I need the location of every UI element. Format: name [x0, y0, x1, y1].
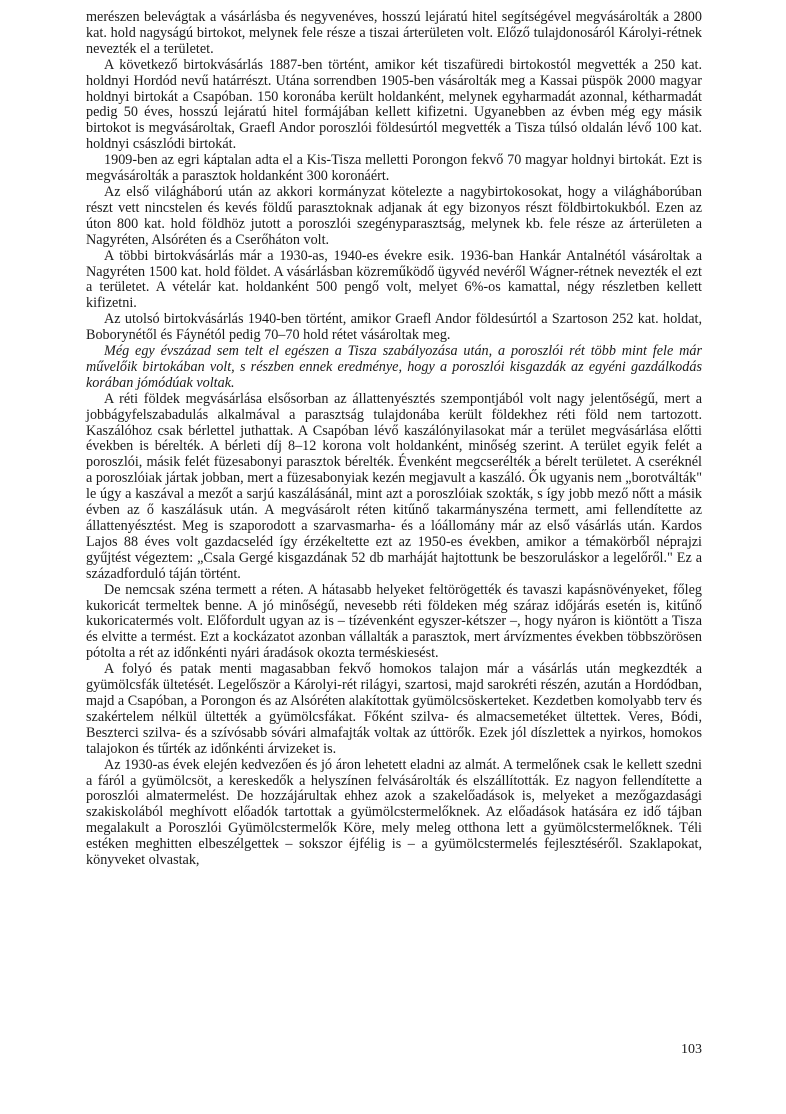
paragraph: Az 1930-as évek elején kedvezően és jó áron lehetett eladni az almát. A termelőnek csak le kellett szedni a fáról a gyümölcsöt, a kereskedők a helyszínen felvásárolták és elszállították. Ez nagyon fellendítette a poroszlói almatermelést. De hozzájárultak ehhez azok a szakelőadások is, melyeket a mezőgazdasági szakiskolából meghívott előadók tartottak a gyümölcstermelőknek. Az előadások hatására ez idő tájban megalakult a Poroszlói Gyümölcstermelők Köre, mely meleg otthona lett a gyümölcstermelőknek. Téli estéken meghitten elbeszélgettek – sokszor éjfélig is – a gyümölcstermelés fejlesztéséről. Szaklapokat, könyveket olvastak, [86, 756, 702, 869]
paragraph: Az első világháború után az akkori kormányzat kötelezte a nagybirtokosokat, hogy a világháborúban részt vett nincstelen és kevés földű parasztoknak adjanak át egy bizonyos részt földbirtokukból. Ezen az úton 800 kat. hold földhöz jutott a poroszlói szegényparasztság, melynek kb. fele része az árterületen a Nagyréten, Alsóréten és a Cserőháton volt. [86, 183, 702, 248]
page-number: 103 [681, 1042, 702, 1057]
paragraph: A többi birtokvásárlás már a 1930-as, 1940-es évekre esik. 1936-ban Hankár Antalnétól vásároltak a Nagyréten 1500 kat. hold földet. A vásárlásban közreműködő ügyvéd nevéről Wágner-rétnek nevezték el ezt a területet. A vételár kat. holdanként 500 pengő volt, melyet 6%-os kamattal, négy részletben kellett kifizetni. [86, 247, 702, 312]
paragraph: A folyó és patak menti magasabban fekvő homokos talajon már a vásárlás után megkezdték a gyümölcsfák ültetését. Legelőször a Károlyi-rét rilágyi, szartosi, majd sarokréti részén, azután a Hordódban, majd a Csapóban, a Porongon és az Alsóréten alakítottak gyümölcsöskerteket. Kezdetben komolyabb terv és szakértelem nélkül ültették a gyümölcsfákat. Főként szilva- és almacsemetéket ültettek. Veres, Bódi, Beszterci szilva- és a szívósabb sóvári almafajták voltak az úttörők. Ezek jól díszlettek a nyirkos, homokos talajokon és tűrték az időnkénti árvizeket is. [86, 661, 702, 757]
paragraph: merészen belevágtak a vásárlásba és negyvenéves, hosszú lejáratú hitel segítségével megvásárolták a 2800 kat. hold nagyságú birtokot, melynek fele része a tiszai árterületen volt. Előző tulajdonosáról Károlyi-rétnek nevezték el a területet. [86, 9, 702, 57]
paragraph: Az utolsó birtokvásárlás 1940-ben történt, amikor Graefl Andor földesúrtól a Szartoson 252 kat. holdat, Boborynétől és Fáynétól pedig 70–70 hold rétet vásároltak meg. [86, 311, 702, 344]
paragraph: A következő birtokvásárlás 1887-ben történt, amikor két tiszafüredi birtokostól megvették a 250 kat. holdnyi Hordód nevű határrészt. Utána sorrendben 1905-ben vásárolták meg a Kassai püspök 2000 magyar holdnyi birtokát a Csapóban. 150 koronába került holdanként, melynek egyharmadát azonnal, kétharmadát pedig 50 éves, hosszú lejáratú hitel formájában kellett kifizetni. Ugyanebben az évben még egy másik birtokot is megvásároltak, Graefl Andor poroszlói földesúrtól megvették a Tisza túlsó oldalán lévő 100 kat. holdnyi császlódi birtokát. [86, 56, 702, 153]
paragraph: 1909-ben az egri káptalan adta el a Kis-Tisza melletti Porongon fekvő 70 magyar holdnyi birtokát. Ezt is megvásárolták a parasztok holdanként 300 koronáért. [86, 152, 702, 185]
document-page [86, 10, 702, 869]
italic-paragraph: Még egy évszázad sem telt el egészen a Tisza szabályozása után, a poroszlói rét több mint fele már művelőik birtokában volt, s részben ennek eredménye, hogy a poroszlói kisgazdák az egyéni gazdálkodás korában jómódúak voltak. [86, 343, 702, 391]
paragraph: De nemcsak széna termett a réten. A hátasabb helyeket feltörögették és tavaszi kapásnövényeket, főleg kukoricát termeltek benne. A jó minőségű, nevesebb réti földeken még száraz időjárás esetén is, kitűnő kukoricatermés volt. Előfordult ugyan az is – tízévenként egyszer-kétszer –, hogy nyáron is kiöntött a Tisza és elvitte a termést. Ezt a kockázatot azonban vállalták a parasztok, mert árvízmentes években többszörösen pótolta a rét az időnkénti nyári áradások okozta terméskiesést. [86, 581, 702, 662]
paragraph: A réti földek megvásárlása elsősorban az állattenyésztés szempontjából volt nagy jelentőségű, mert a jobbágyfelszabadulás alkalmával a parasztság tulajdonába került földekhez réti föld nem tartozott. Kaszálóhoz csak bérlettel juthattak. A Csapóban lévő kaszálónyilasokat már a terület megvásárlása előtti években is bérelték. A bérleti díj 8–12 korona volt holdanként, minőség szerint. A terület egyik felét a poroszlói, másik felét füzesabonyi parasztok bérelték. Évenként megcserélték a bérelt területet. A cseréknél a poroszlóiak jártak jobban, mert a füzesabonyiak kezén megjavult a kaszáló. Ők ugyanis nem „borotválták" le úgy a kaszával a mezőt a sarjú kaszálásánál, mint azt a poroszlóiak szokták, s így jobb mező nőtt a másik évben az ő kaszálásuk után. A megvásárolt réten kitűnő takarmányszéna termett, ami fellendítette az állattenyésztést. Meg is szaporodott a szarvasmarha- és a lóállomány már az első vásárlás után. Kardos Lajos 88 éves volt gazdacseléd így érzékeltette ezt az 1950-es években, amikor a témakörből néprajzi gyűjtést végeztem: „Csala Gergé kisgazdának 52 db marháját hajtottunk be beszoruláskor a legelőről." Ez a századforduló táján történt. [86, 390, 702, 582]
